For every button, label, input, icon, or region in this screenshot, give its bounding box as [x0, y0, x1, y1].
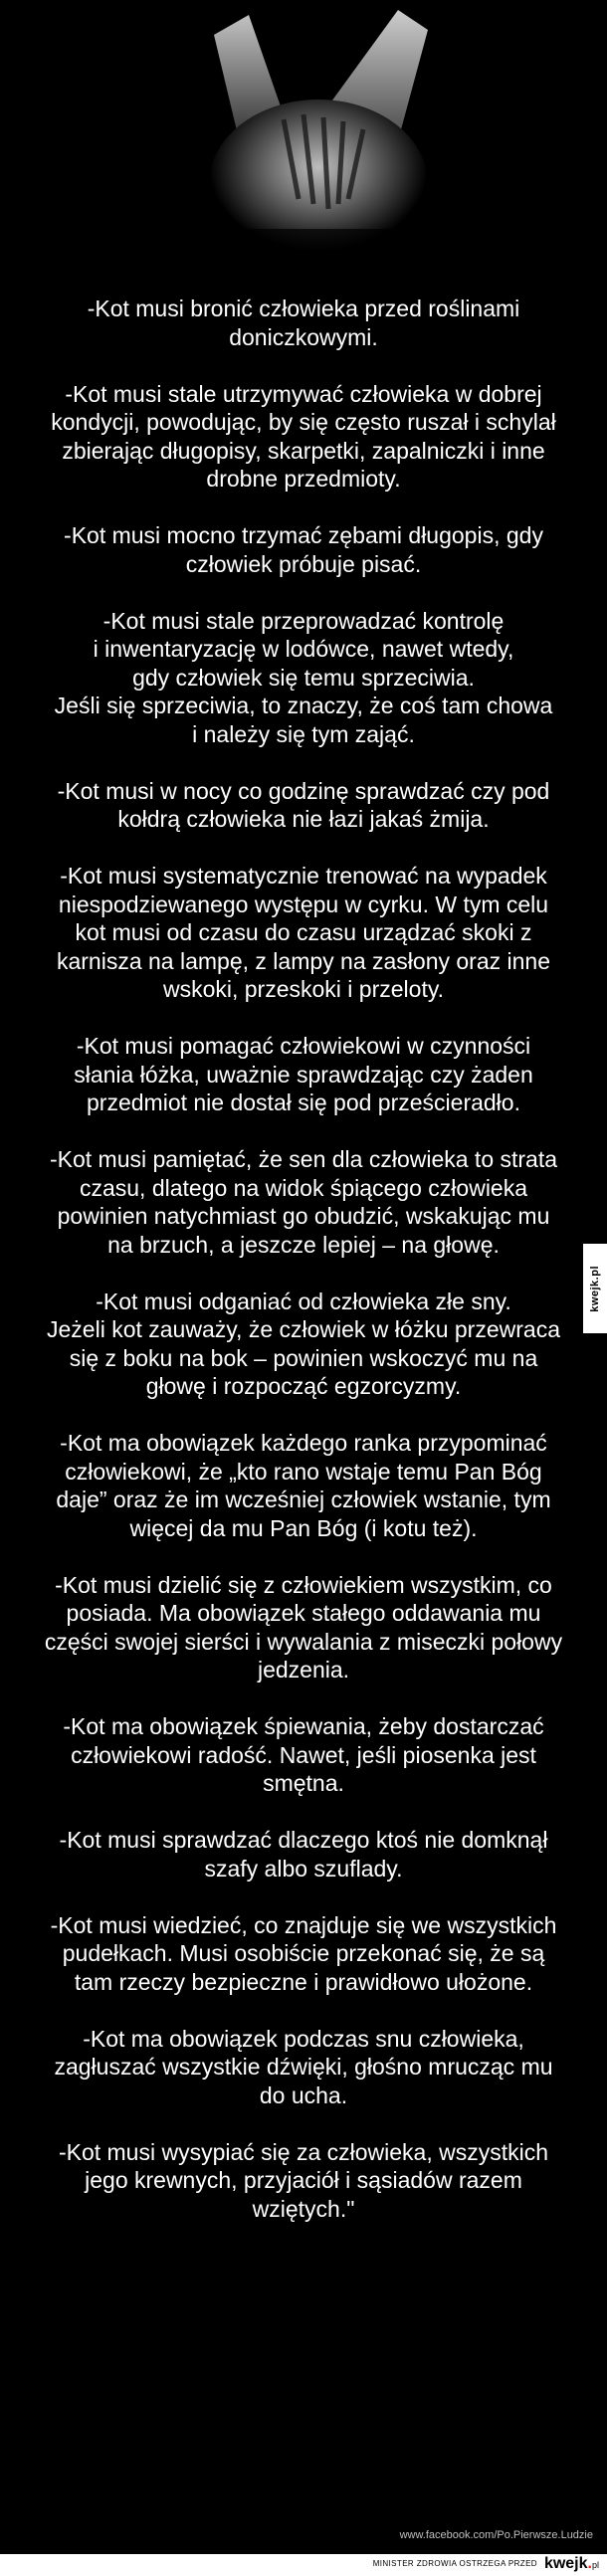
- cat-head-silhouette-icon: [0, 0, 607, 289]
- footer-warning: MINISTER ZDROWIA OSTRZEGA PRZED: [372, 2559, 537, 2568]
- watermark-label: kwejk.pl: [589, 1265, 601, 1312]
- duty-paragraph: -Kot musi systematycznie trenować na wypadek niespodziewanego występu w cyrku. W tym celu kot musi od czasu do czasu urządzać skoki z karnisza na lampę, z lampy na zasłony oraz inne wskoki, przeskoki i przeloty.: [56, 863, 551, 1002]
- duty-paragraph: -Kot musi pamiętać, że sen dla człowieka to strata czasu, dlatego na widok śpiącego człowieka powinien natychmiast go obudzić, wskakując mu na brzuch, a jeszcze lepiej – na głowę.: [49, 1146, 558, 1258]
- footer-bar: [0, 2554, 607, 2576]
- duty-paragraph: -Kot musi w nocy co godzinę sprawdzać czy pod kołdrą człowieka nie łazi jakaś żmija.: [57, 777, 550, 832]
- cat-photo: [0, 0, 607, 289]
- duty-paragraph: -Kot musi wysypiać się za człowieka, wszystkich jego krewnych, przyjaciół i sąsiadów razem wziętych.": [58, 2138, 549, 2222]
- duty-paragraph: -Kot ma obowiązek podczas snu człowieka, zagłuszać wszystkie dźwięki, głośno mrucząc mu do ucha.: [54, 2025, 553, 2108]
- cat-duties-list: [0, 289, 607, 2252]
- duty-paragraph: -Kot ma obowiązek śpiewania, żeby dostarczać człowiekowi radość. Nawet, jeśli piosenka jest smętna.: [63, 1713, 544, 1796]
- duty-paragraph: -Kot musi bronić człowieka przed roślinami doniczkowymi.: [87, 296, 520, 350]
- duty-paragraph: -Kot musi wiedzieć, co znajduje się we wszystkich pudełkach. Musi osobiście przekonać się, że są tam rzeczy bezpieczne i prawidłowo ułożone.: [50, 1911, 557, 1995]
- logo-main: kwejk: [543, 2555, 588, 2572]
- kwejk-logo[interactable]: [544, 2555, 599, 2573]
- logo-dot: .: [587, 2555, 592, 2572]
- duty-paragraph: -Kot musi stale przeprowadzać kontrolę i inwentaryzację w lodówce, nawet wtedy, gdy człowiek się temu sprzeciwia. Jeśli się sprzeciwia, to znaczy, że coś tam chowa i należy się tym zająć.: [54, 607, 553, 747]
- source-credit: www.facebook.com/Po.Pierwsze.Ludzie: [399, 2529, 593, 2541]
- logo-tld: pl: [591, 2560, 599, 2570]
- duty-paragraph: -Kot musi stale utrzymywać człowieka w dobrej kondycji, powodując, by się często ruszał i schylał zbierając długopisy, skarpetki, zapalniczki i inne drobne przedmioty.: [51, 380, 556, 492]
- duty-paragraph: -Kot musi mocno trzymać zębami długopis, gdy człowiek próbuje pisać.: [64, 522, 543, 577]
- duty-paragraph: -Kot musi pomagać człowiekowi w czynności słania łóżka, uważnie sprawdzając czy żaden przedmiot nie dostał się pod prześcieradło.: [74, 1033, 533, 1115]
- kwejk-watermark: [583, 1244, 607, 1333]
- duty-paragraph: -Kot musi odganiać od człowieka złe sny. Jeżeli kot zauważy, że człowiek w łóżku przewraca się z boku na bok – powinien wskoczyć mu na głowę i rozpocząć egzorcyzmy.: [47, 1288, 560, 1399]
- duty-paragraph: -Kot musi dzielić się z człowiekiem wszystkim, co posiada. Ma obowiązek stałego oddawania mu części swojej sierści i wywalania z miseczki połowy jedzenia.: [44, 1571, 563, 1683]
- duty-paragraph: -Kot ma obowiązek każdego ranka przypominać człowiekowi, że „kto rano wstaje temu Pan Bóg daje” oraz że im wcześniej człowiek wstanie, tym więcej da mu Pan Bóg (i kotu też).: [56, 1430, 551, 1541]
- duty-paragraph: -Kot musi sprawdzać dlaczego ktoś nie domknął szafy albo szuflady.: [59, 1827, 548, 1882]
